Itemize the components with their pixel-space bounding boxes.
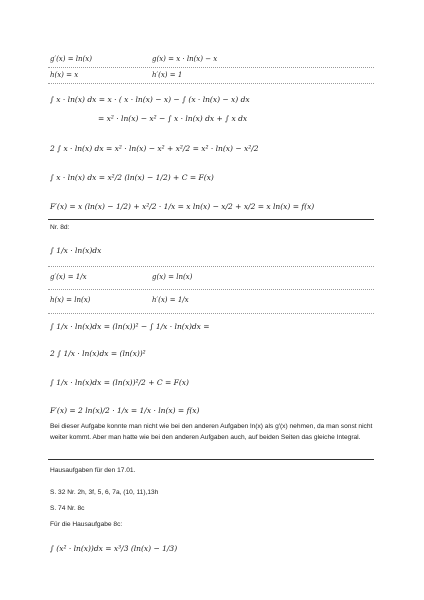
derivation-line-5: F′(x) = x (ln(x) − 1/2) + x²/2 · 1/x = x ln(x) − x/2 + x/2 = x ln(x) = f(x) (50, 202, 315, 211)
h-8d: h(x) = ln(x) (50, 296, 91, 304)
derivation-line-3: 2 ∫ x · ln(x) dx = x² · ln(x) − x² + x²/2 = x² · ln(x) − x²/2 (50, 144, 259, 153)
task-8d-line-1: ∫ 1/x · ln(x)dx = (ln(x))² − ∫ 1/x · ln(x)dx = (50, 322, 210, 331)
h-prime-def: h′(x) = 1 (152, 71, 183, 79)
g-def: g(x) = x · ln(x) − x (152, 55, 218, 63)
derivation-line-4: ∫ x · ln(x) dx = x²/2 (ln(x) − 1/2) + C = F(x) (50, 173, 214, 182)
task-8d-heading: Nr. 8d: (50, 224, 70, 231)
task-8d-line-4: F′(x) = 2 ln(x)/2 · 1/x = 1/x · ln(x) = f(x) (50, 406, 200, 415)
section-divider (48, 459, 374, 460)
derivation-line-1: ∫ x · ln(x) dx = x · ( x · ln(x) − x) − ∫ (x · ln(x) − x) dx (50, 95, 250, 104)
dotted-divider (48, 289, 374, 290)
task-8d-line-3: ∫ 1/x · ln(x)dx = (ln(x))²/2 + C = F(x) (50, 378, 189, 387)
homework-item-2: S. 74 Nr. 8c (50, 505, 85, 512)
task-8d-integral: ∫ 1/x · ln(x)dx (50, 246, 102, 255)
homework-task-label: Für die Hausaufgabe 8c: (50, 521, 123, 528)
homework-item-1: S. 32 Nr. 2h, 3f, 5, 6, 7a, (10, 11),13h (50, 489, 159, 496)
task-8d-explanation: Bei dieser Aufgabe konnte man nicht wie bei den anderen Aufgaben ln(x) als g′(x) nehmen, da man sonst nicht weiter kommt. Aber man hatte wie bei den anderen Aufgaben auch, auf beiden Seiten das gleiche Integral. (50, 423, 373, 441)
h-def: h(x) = x (50, 71, 79, 79)
dotted-divider (48, 266, 374, 267)
dotted-divider (48, 67, 374, 68)
homework-title: Hausaufgaben für den 17.01. (50, 467, 136, 474)
g-prime-8d: g′(x) = 1/x (50, 273, 87, 281)
dotted-divider (48, 313, 374, 314)
g-8d: g(x) = ln(x) (152, 273, 193, 281)
derivation-line-2: = x² · ln(x) − x² − ∫ x · ln(x) dx + ∫ x dx (98, 114, 248, 123)
g-prime-def: g′(x) = ln(x) (50, 55, 92, 63)
section-divider (48, 219, 374, 220)
task-8d-line-2: 2 ∫ 1/x · ln(x)dx = (ln(x))² (50, 349, 146, 358)
dotted-divider (48, 83, 374, 84)
h-prime-8d: h′(x) = 1/x (152, 296, 189, 304)
homework-formula: ∫ (x² · ln(x))dx = x³/3 (ln(x) − 1/3) (50, 544, 178, 553)
